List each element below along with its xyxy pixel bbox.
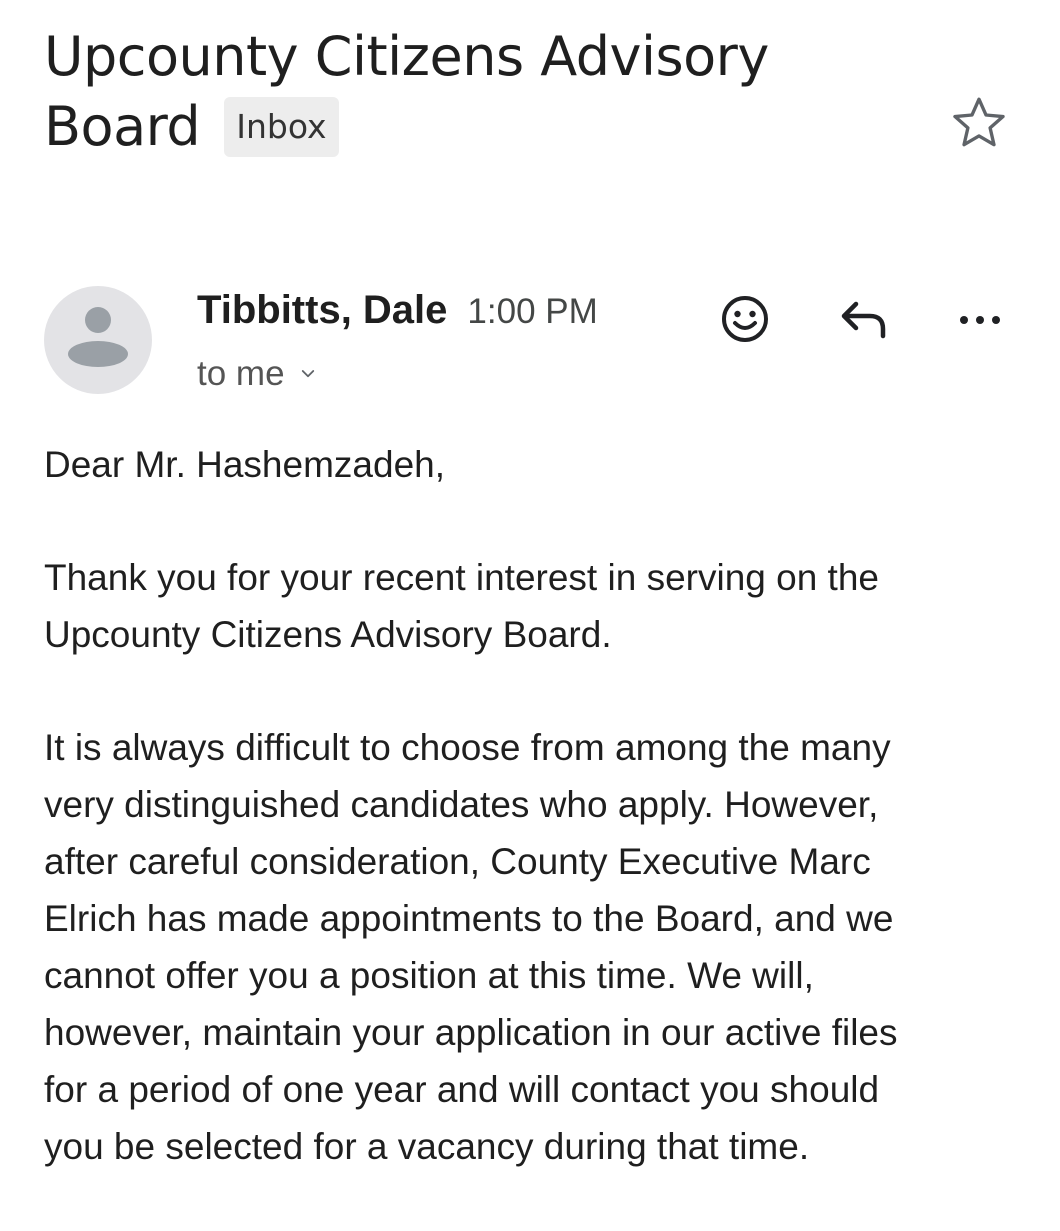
message-time: 1:00 PM xyxy=(467,292,598,331)
star-icon[interactable] xyxy=(948,92,1010,154)
body-line: Upcounty Citizens Advisory Board. xyxy=(44,614,612,655)
recipient-label: to me xyxy=(197,354,285,393)
recipient-details-toggle[interactable] xyxy=(197,354,317,394)
greeting-line: Dear Mr. Hashemzadeh, xyxy=(44,444,446,485)
body-line: you be selected for a vacancy during that time. xyxy=(44,1126,810,1167)
email-subject xyxy=(44,22,924,162)
body-line: Elrich has made appointments to the Board, and we xyxy=(44,898,894,939)
reply-icon xyxy=(836,294,892,344)
add-reaction-button[interactable] xyxy=(718,292,772,346)
inbox-label-badge[interactable]: Inbox xyxy=(224,97,338,157)
sender-avatar[interactable] xyxy=(44,286,152,394)
body-line: It is always difficult to choose from among the many xyxy=(44,727,891,768)
chevron-down-icon xyxy=(299,365,317,383)
subject-line-2-row xyxy=(44,92,924,162)
more-options-button[interactable] xyxy=(952,300,1008,340)
body-line: cannot offer you a position at this time. We will, xyxy=(44,955,814,996)
email-body xyxy=(44,436,1034,1231)
sender-row xyxy=(197,288,598,333)
body-line: however, maintain your application in our active files xyxy=(44,1012,898,1053)
person-icon xyxy=(44,286,152,394)
greeting xyxy=(44,436,1034,493)
body-line: Thank you for your recent interest in serving on the xyxy=(44,557,879,598)
sender-name[interactable]: Tibbitts, Dale xyxy=(197,288,448,332)
paragraph-1 xyxy=(44,549,1034,663)
subject-line-1: Upcounty Citizens Advisory xyxy=(44,25,769,88)
reply-button[interactable] xyxy=(836,294,892,344)
body-line: after careful consideration, County Executive Marc xyxy=(44,841,871,882)
body-line: for a period of one year and will contact you should xyxy=(44,1069,880,1110)
smiley-icon xyxy=(718,292,772,346)
more-horizontal-icon xyxy=(952,300,1008,340)
paragraph-2 xyxy=(44,719,1034,1175)
subject-line-2: Board xyxy=(44,95,201,158)
body-line: very distinguished candidates who apply. However, xyxy=(44,784,879,825)
